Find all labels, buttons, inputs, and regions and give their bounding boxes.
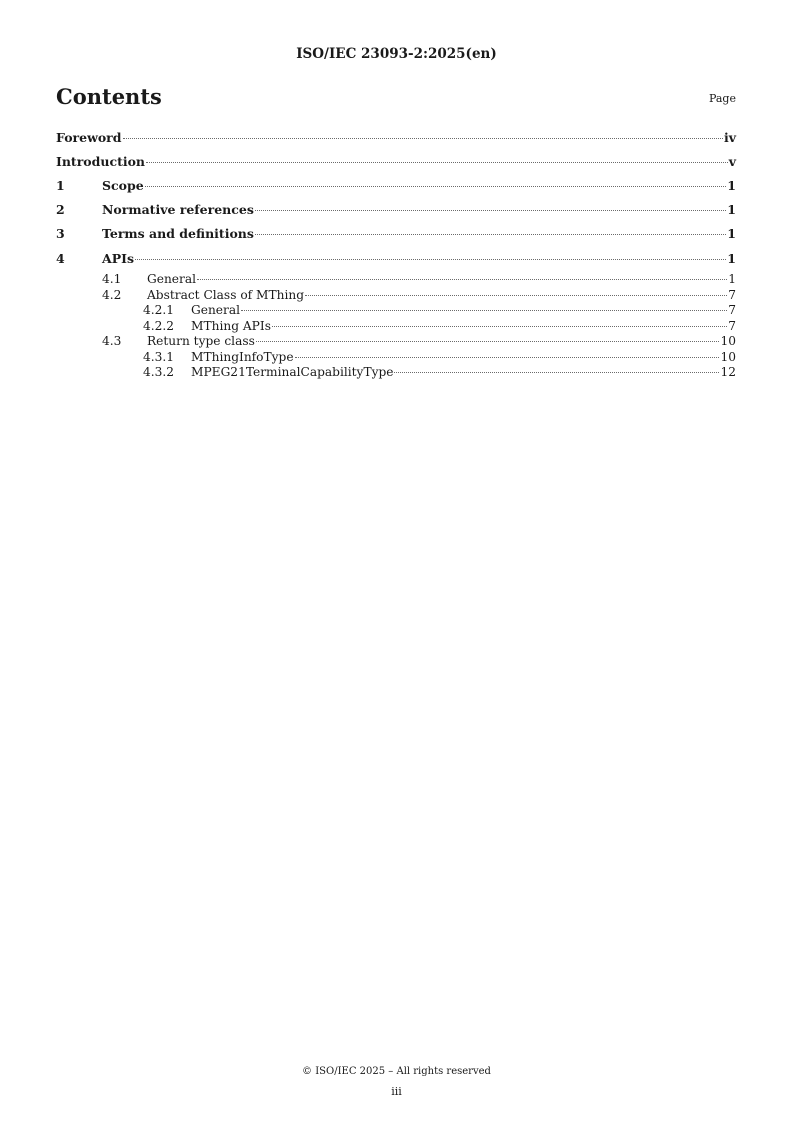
toc-entry-number: 4.2.1: [143, 303, 175, 317]
page-number: iii: [391, 1085, 402, 1098]
toc-entry-number: 4.3.2: [143, 365, 175, 379]
toc-entry-introduction[interactable]: [56, 150, 736, 174]
toc-entry-title: Foreword: [56, 130, 122, 145]
toc-entry-title: General: [147, 272, 196, 286]
toc-entry-page: 1: [727, 251, 736, 266]
contents-title: Contents: [56, 84, 162, 109]
dot-leader: [255, 210, 726, 211]
toc-entry-page: iv: [723, 130, 736, 145]
toc-entry-apis[interactable]: [56, 246, 736, 272]
toc-entry-title: MThing APIs: [191, 318, 271, 333]
dot-leader: [255, 234, 726, 235]
toc-entry-terms-and-definitions[interactable]: [56, 222, 736, 246]
toc-entry-scope[interactable]: [56, 174, 736, 198]
toc-entry-4-2-1-general[interactable]: [56, 303, 736, 319]
toc-entry-4-3-return-type-class[interactable]: [56, 334, 736, 350]
toc-entry-title: Introduction: [56, 154, 146, 169]
toc-entry-title: Scope: [102, 178, 144, 193]
toc-entry-number: 4.3.1: [143, 349, 175, 364]
toc-entry-title: General: [191, 303, 240, 317]
toc-entry-page: 10: [720, 334, 736, 348]
toc-entry-number: 3: [56, 226, 65, 241]
toc-entry-page: 1: [727, 178, 736, 193]
copyright-notice: © ISO/IEC 2025 – All rights reserved: [302, 1066, 491, 1077]
toc-entry-number: 2: [56, 202, 65, 217]
toc-entry-title: Abstract Class of MThing: [147, 287, 305, 302]
toc-entry-number: 4.2.2: [143, 318, 175, 333]
toc-entry-page: 7: [728, 287, 736, 302]
toc-entry-4-1-general[interactable]: [56, 272, 736, 288]
toc-entry-page: 12: [720, 365, 736, 379]
toc-entry-title: Terms and definitions: [102, 226, 254, 241]
toc-entry-normative-references[interactable]: [56, 198, 736, 222]
dot-leader: [394, 372, 719, 373]
toc-entry-page: 1: [727, 202, 736, 217]
toc-entry-page: 7: [728, 318, 736, 333]
toc-entry-number: 4.3: [102, 334, 122, 348]
toc-entry-page: v: [728, 154, 736, 169]
contents-heading-row: [56, 84, 736, 110]
toc-entry-4-3-2-mpeg21terminalcapabilitytype[interactable]: [56, 365, 736, 381]
dot-leader: [241, 310, 727, 311]
dot-leader: [146, 162, 728, 163]
dot-leader: [295, 357, 720, 358]
page-column-label: Page: [708, 92, 736, 105]
toc-entry-number: 4: [56, 251, 65, 266]
dot-leader: [145, 186, 727, 187]
dot-leader: [123, 138, 723, 139]
toc-entry-4-2-2-mthing-apis[interactable]: [56, 319, 736, 335]
toc-entry-number: 1: [56, 178, 65, 193]
toc-entry-page: 7: [728, 303, 736, 317]
toc-entry-number: 4.1: [102, 272, 122, 286]
toc-entry-page: 1: [727, 226, 736, 241]
toc-entry-title: Return type class: [147, 334, 255, 348]
toc-entry-4-2-abstract-class[interactable]: [56, 288, 736, 304]
toc-entry-page: 1: [728, 272, 736, 286]
toc-entry-title: MPEG21TerminalCapabilityType: [191, 365, 394, 379]
toc-entry-title: Normative references: [102, 202, 254, 217]
toc-entry-4-3-1-mthinginfotype[interactable]: [56, 350, 736, 366]
dot-leader: [305, 295, 727, 296]
table-of-contents: [56, 126, 736, 381]
dot-leader: [135, 259, 726, 260]
toc-entry-title: APIs: [102, 251, 134, 266]
toc-entry-foreword[interactable]: [56, 126, 736, 150]
toc-entry-title: MThingInfoType: [191, 349, 294, 364]
dot-leader: [272, 326, 727, 327]
dot-leader: [256, 341, 720, 342]
toc-entry-page: 10: [720, 349, 736, 364]
dot-leader: [197, 279, 727, 280]
document-identifier: ISO/IEC 23093-2:2025(en): [296, 46, 497, 62]
toc-entry-number: 4.2: [102, 287, 122, 302]
